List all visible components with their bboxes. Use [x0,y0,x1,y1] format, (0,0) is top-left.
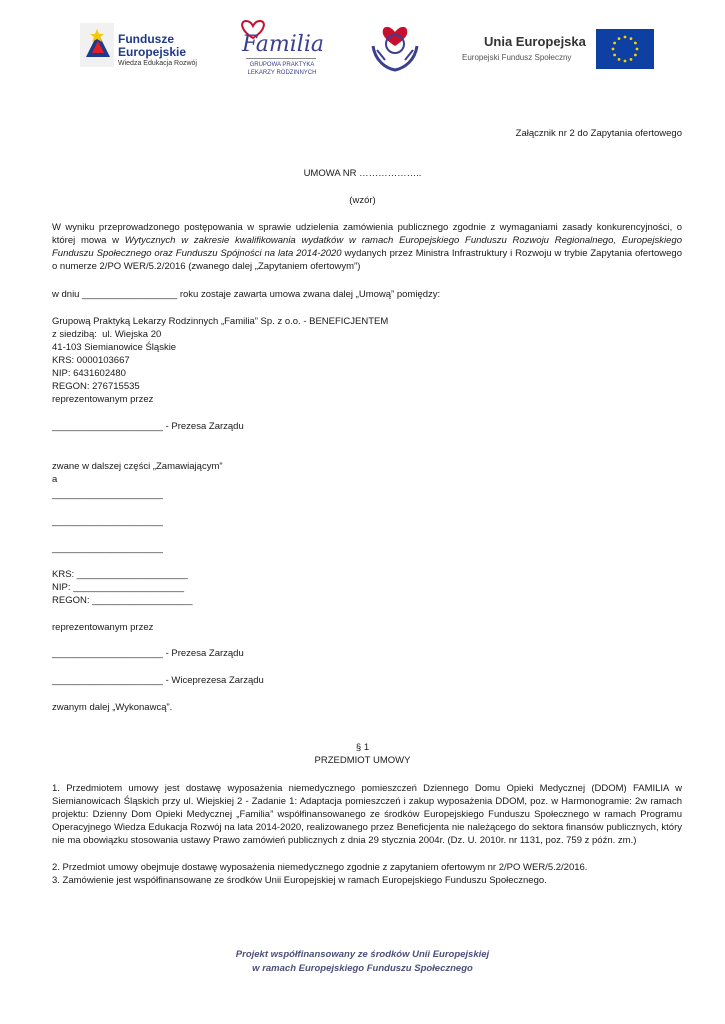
footer-line-1: Projekt współfinansowany ze środków Unii Europejskiej [235,949,490,960]
logo-hands-emblem [367,16,423,74]
hands-heart-icon [367,16,423,74]
party2-nip: NIP: _____________________ [52,582,185,593]
section-paragraph-3: 3. Zamówienie jest współfinansowane ze środków Unii Europejskiej w ramach Europejskiego Funduszu Społecznego. [52,875,547,886]
intro-guidelines: Wytycznych w zakresie kwalifikowania wydatków w ramach Europejskiego Funduszu Rozwoju Regionalnego, Europejskiego Funduszu Społecznego oraz Funduszu Spójności na lata 2014-2020 [52,235,682,259]
section-paragraph-2: 2. Przedmiot umowy obejmuje dostawę wyposażenia niemedycznego zgodnie z zapytaniem ofertowym nr 2/PO WER/5.2/2016. [52,862,588,873]
party2-regon: REGON: ___________________ [52,595,193,606]
draft-label: (wzór) [349,195,376,206]
intro-paragraph [52,221,682,273]
party2-signature-president: _____________________ - Prezesa Zarządu [52,648,244,659]
ue-subtitle: Europejski Fundusz Społeczny [462,53,572,62]
intro-text-2: wydanych przez Ministra Infrastruktury i Rozwoju w trybie Zapytania ofertowego o numerze 2/PO WER/5.2/2016 (zwanego dalej „Zapytaniem ofertowym”) [52,248,682,272]
party1-city: 41-103 Siemianowice Śląskie [52,342,177,353]
date-line: w dniu __________________ roku zostaje zawarta umowa zwana dalej „Umową” pomiędzy: [52,289,441,300]
section-number: § 1 [355,742,370,753]
logo-unia-europejska [462,28,662,72]
fe-subtitle: Wiedza Edukacja Rozwój [118,60,197,67]
fe-title: Fundusze [118,32,174,46]
intro-text-1: W wyniku przeprowadzonego postępowania w sprawie udzielenia zamówienia publicznego zgodnie z wymaganiami zasady konkurencyjności, o której mowa w [52,222,682,246]
fe-title2: Europejskie [118,45,187,59]
attachment-note: Załącznik nr 2 do Zapytania ofertowego [515,128,682,139]
familia-divider [246,58,316,59]
conjunction-and: a [52,474,58,485]
party2-represented: reprezentowanym przez [52,622,154,633]
logo-fundusze-europejskie [80,20,220,70]
section-paragraph-1: 1. Przedmiotem umowy jest dostawę wyposażenia niemedycznego pomieszczeń Dziennego Domu Opieki Medycznej (DDOM) FAMILIA w Siemianowicach Śląskich przy ul. Wiejskiej 2 - Zadanie 1: Adaptacja pomieszczeń i zakup wyposażenia DDOM, poz. w Harmonogramie: 2w ramach projektu: Dzienny Dom Opieki Medycznej „Familia” współfinansowanego ze środków Europejskiego Funduszu Społecznego w ramach Programu Operacyjnego Wiedza Edukacja Rozwój na lata 2014-2020, realizowanego przez Beneficjenta nie należącego do sektora finansów publicznych, który nie ma obowiązku stosowania ustawy Prawo zamówień publicznych z dnia 29 stycznia 2004r. (Dz. U. 2010r. nr 1131, poz. 759 z późn. zm.) [52,783,682,846]
eu-flag-icon [596,29,654,69]
party2-blank-3: _____________________ [52,543,163,554]
ue-title: Unia Europejska [484,34,586,49]
party2-signature-vice: _____________________ - Wiceprezesa Zarządu [52,675,264,686]
party2-called: zwanym dalej „Wykonawcą”. [52,702,173,713]
familia-sub1: GRUPOWA PRAKTYKA [249,62,315,68]
party1-krs: KRS: 0000103667 [52,355,130,366]
footer-line-2: w ramach Europejskiego Funduszu Społecznego [252,963,473,974]
party1-represented: reprezentowanym przez [52,394,154,405]
party1-regon: REGON: 276715535 [52,381,140,392]
logo-familia [232,18,332,84]
party1-seat: z siedzibą: ul. Wiejska 20 [52,329,162,340]
contract-number: UMOWA NR ……………….. [303,168,422,179]
party1-signature-line: _____________________ - Prezesa Zarządu [52,421,244,432]
party2-krs: KRS: _____________________ [52,569,188,580]
party1-called: zwane w dalszej części „Zamawiającym” [52,461,223,472]
party2-blank-2: _____________________ [52,516,163,527]
party1-name: Grupową Praktyką Lekarzy Rodzinnych „Familia” Sp. z o.o. - BENEFICJENTEM [52,316,389,327]
section-title: PRZEDMIOT UMOWY [314,755,411,766]
familia-name: Familia [242,32,324,57]
party1-nip: NIP: 6431602480 [52,368,126,379]
familia-sub2: LEKARZY RODZINNYCH [247,70,317,76]
party2-blank-1: _____________________ [52,489,163,500]
fe-star-icon [80,23,114,67]
